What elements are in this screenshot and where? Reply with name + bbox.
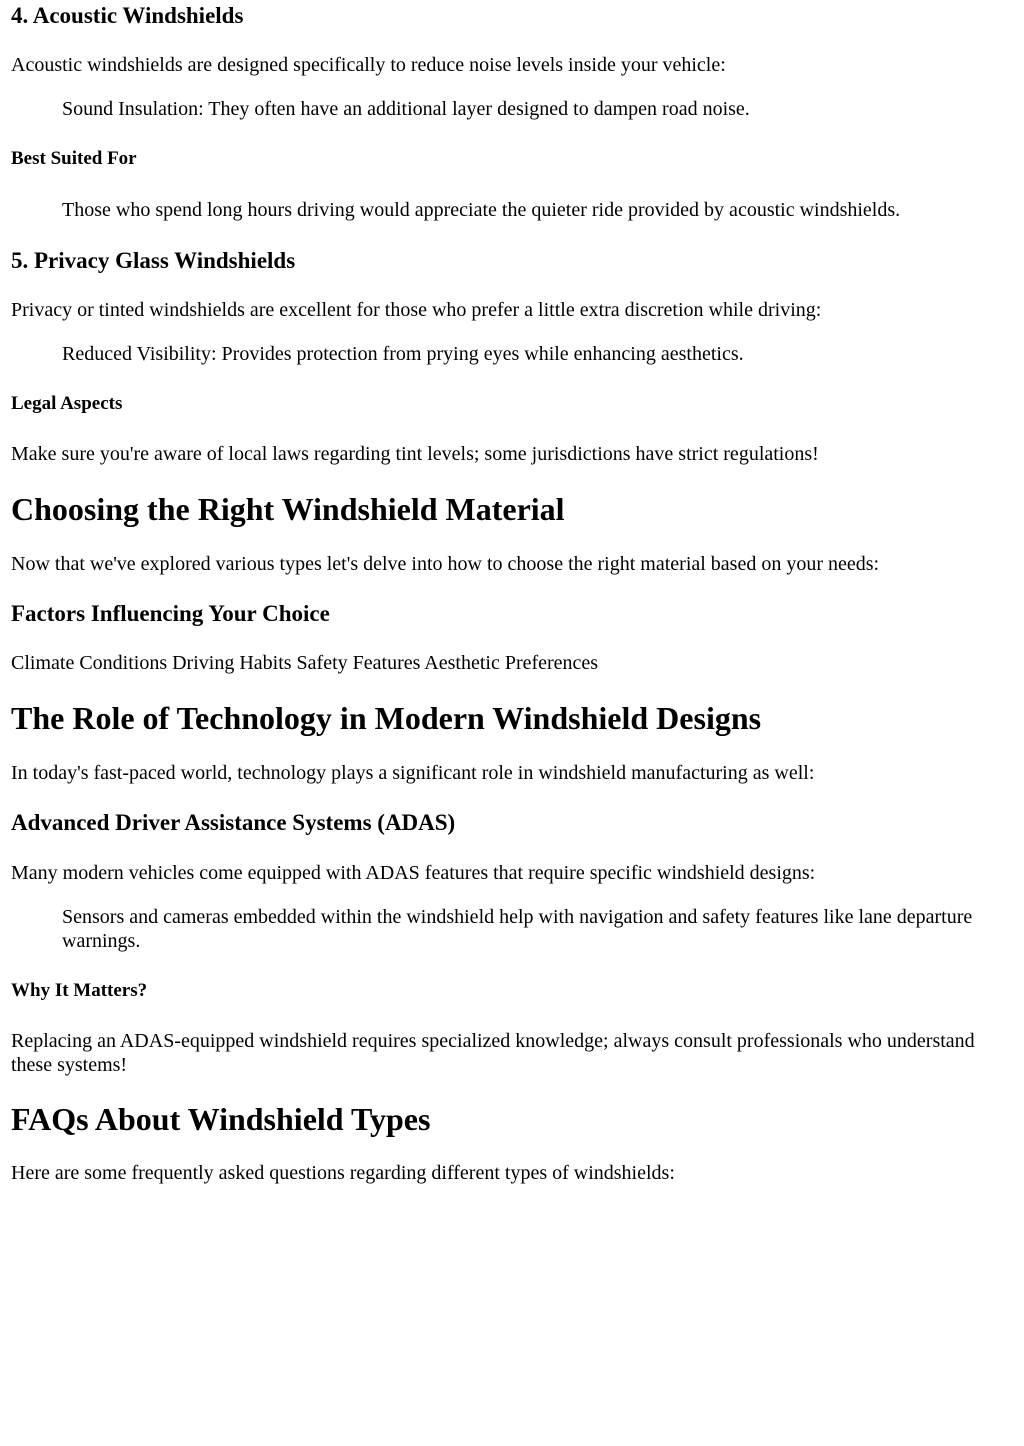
acoustic-point: Sound Insulation: They often have an additional layer designed to dampen road noise. xyxy=(62,98,750,120)
technology-heading: The Role of Technology in Modern Windshield Designs xyxy=(11,700,762,736)
factors-heading: Factors Influencing Your Choice xyxy=(11,601,330,626)
privacy-intro: Privacy or tinted windshields are excellent for those who prefer a little extra discretion while driving: xyxy=(11,299,822,321)
factors-list: Climate Conditions Driving Habits Safety Features Aesthetic Preferences xyxy=(11,652,599,674)
why-it-matters-heading: Why It Matters? xyxy=(11,980,148,1001)
legal-aspects-heading: Legal Aspects xyxy=(11,393,123,414)
best-suited-heading: Best Suited For xyxy=(11,148,137,169)
privacy-point: Reduced Visibility: Provides protection from prying eyes while enhancing aesthetics. xyxy=(62,343,744,365)
privacy-heading: 5. Privacy Glass Windshields xyxy=(11,248,296,273)
best-suited-text: Those who spend long hours driving would appreciate the quieter ride provided by acoustic windshields. xyxy=(62,199,901,221)
adas-intro: Many modern vehicles come equipped with ADAS features that require specific windshield designs: xyxy=(11,862,816,884)
faqs-heading: FAQs About Windshield Types xyxy=(11,1101,431,1137)
choosing-heading: Choosing the Right Windshield Material xyxy=(11,491,565,527)
faqs-intro: Here are some frequently asked questions regarding different types of windshields: xyxy=(11,1162,675,1184)
acoustic-intro: Acoustic windshields are designed specifically to reduce noise levels inside your vehicle: xyxy=(11,54,726,76)
legal-aspects-text: Make sure you're aware of local laws regarding tint levels; some jurisdictions have strict regulations! xyxy=(11,443,819,465)
acoustic-heading: 4. Acoustic Windshields xyxy=(11,3,244,28)
technology-intro: In today's fast-paced world, technology plays a significant role in windshield manufacturing as well: xyxy=(11,762,815,784)
adas-point: Sensors and cameras embedded within the windshield help with navigation and safety features like lane departure warnings. xyxy=(62,906,973,952)
why-it-matters-text: Replacing an ADAS-equipped windshield requires specialized knowledge; always consult professionals who understand these systems! xyxy=(11,1030,975,1076)
adas-heading: Advanced Driver Assistance Systems (ADAS) xyxy=(11,810,456,835)
choosing-intro: Now that we've explored various types let's delve into how to choose the right material based on your needs: xyxy=(11,553,880,575)
